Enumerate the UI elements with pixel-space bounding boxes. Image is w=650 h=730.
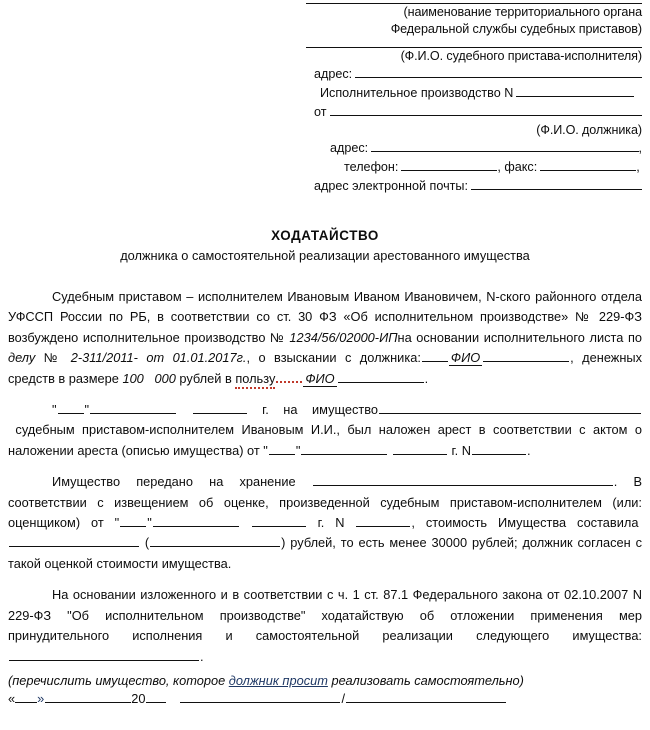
proceeding-date-label: от bbox=[314, 105, 327, 119]
p3-text-e: ) рублей, то есть менее 30000 рублей; должник согласен с такой оценкой стоимости имущества. bbox=[8, 535, 642, 571]
p1-text-a: Судебным приставом – исполнителем Ивановым Иваном Ивановичем, N-ского районного отдела УФССП России по РБ, в соответствии со ст. 30 ФЗ «Об исполнительном производстве» № 229-ФЗ возбуждено исполнительное производство № bbox=[8, 289, 642, 345]
debtor-address-field[interactable] bbox=[371, 139, 638, 152]
proceeding-date-row bbox=[306, 103, 642, 122]
p3-text-b: . В соответствии с извещением об оценке, произведенной судебным приставом-исполнителем (или: оценщиком) от " bbox=[8, 474, 642, 531]
signature-slash: / bbox=[341, 691, 346, 706]
footer-quote-close: » bbox=[37, 691, 45, 706]
debtor-fax-field[interactable] bbox=[540, 158, 636, 171]
signature-row bbox=[8, 691, 642, 706]
property-list-blank[interactable] bbox=[9, 649, 199, 661]
debtor-fio-blank-right[interactable] bbox=[483, 350, 569, 362]
seizure-month-blank[interactable] bbox=[90, 402, 176, 414]
debtor-phone-label: телефон: bbox=[344, 160, 399, 174]
bailiff-address-label: адрес: bbox=[314, 67, 353, 81]
debtor-phone-row bbox=[306, 158, 642, 177]
appraisal-day-blank[interactable] bbox=[120, 515, 146, 527]
document-body bbox=[8, 287, 642, 691]
p2-quote-close: " bbox=[84, 402, 90, 418]
p1-text-e: , денежных средств в размере bbox=[8, 350, 643, 386]
page-title: ХОДАТАЙСТВО bbox=[271, 228, 379, 243]
debtor-fio-value[interactable]: ФИО bbox=[450, 350, 481, 366]
p4-text-a: На основании изложенного и в соответствии с ч. 1 ст. 87.1 Федерального закона от 02.10.2007 N 229-ФЗ "Об исполнительном производстве" ходатайствую об отложении применения мер принудительного исполнения и самостоятельной реализации следующего имущества: bbox=[8, 587, 642, 644]
debtor-email-field[interactable] bbox=[471, 177, 642, 190]
debtor-email-label: адрес электронной почты: bbox=[314, 179, 468, 193]
property-value-blank[interactable] bbox=[9, 535, 139, 547]
custodian-blank[interactable] bbox=[313, 474, 613, 486]
property-value-words-blank[interactable] bbox=[150, 535, 280, 547]
signature-month-blank[interactable] bbox=[45, 691, 131, 703]
bailiff-caption: (Ф.И.О. судебного пристава-исполнителя) bbox=[400, 49, 642, 63]
p3-text-d: , стоимость Имущества составила bbox=[411, 515, 639, 531]
p2-quote-open: " bbox=[52, 402, 57, 418]
amount-part-1: 100 bbox=[122, 370, 144, 386]
act-number-blank[interactable] bbox=[472, 443, 526, 455]
paragraph-4 bbox=[8, 585, 642, 667]
seized-property-blank[interactable] bbox=[379, 402, 641, 414]
org-caption-line2: Федеральной службы судебных приставов) bbox=[390, 22, 642, 36]
header-spacer bbox=[306, 38, 642, 47]
org-caption-line1: (наименование территориального органа bbox=[403, 5, 642, 19]
p1-text-c: № bbox=[35, 350, 71, 366]
seizure-day-blank[interactable] bbox=[58, 402, 84, 414]
p1-text-b: на основании исполнительного листа по bbox=[397, 329, 642, 345]
header-requisites bbox=[306, 0, 642, 196]
debtor-caption: (Ф.И.О. должника) bbox=[536, 123, 642, 137]
debtor-requests-link[interactable]: должник просит bbox=[228, 672, 328, 688]
debtor-fax-label: , факс: bbox=[497, 160, 538, 174]
debtor-fio-blank-left[interactable] bbox=[422, 350, 448, 362]
note-text-a: (перечислить имущество, которое bbox=[8, 672, 229, 688]
p2-text-a: г. на имущество bbox=[262, 402, 379, 418]
p1-text-d: , о взыскании с должника: bbox=[246, 350, 421, 366]
page-subtitle: должника о самостоятельной реализации арестованного имущества bbox=[120, 248, 530, 263]
act-day-blank[interactable] bbox=[269, 443, 295, 455]
proceeding-number-label: Исполнительное производство N bbox=[320, 86, 514, 100]
p2-text-c: г. N bbox=[451, 442, 471, 458]
paragraph-2 bbox=[8, 400, 642, 461]
note-hint bbox=[8, 671, 642, 691]
signature-line[interactable] bbox=[180, 691, 340, 703]
paragraph-1 bbox=[8, 287, 642, 389]
p1-ot-word: от bbox=[146, 350, 165, 366]
act-year-blank[interactable] bbox=[393, 443, 447, 455]
p4-end-dot: . bbox=[200, 648, 204, 664]
delo-number-value: 2-311/2011- bbox=[70, 350, 138, 366]
p1-end-dot: . bbox=[424, 370, 429, 386]
p2-text-b: судебным приставом-исполнителем Ивановым И.И., был наложен арест в соответствии с актом о наложении ареста (описью имущества) от " bbox=[8, 422, 642, 458]
footer-quote-open: « bbox=[8, 691, 16, 706]
appraisal-month-blank[interactable] bbox=[153, 515, 239, 527]
proceeding-number-field[interactable] bbox=[516, 84, 634, 97]
p1-delo-word: делу bbox=[8, 350, 36, 366]
debtor-address-label: адрес: bbox=[330, 141, 369, 155]
bailiff-address-field[interactable] bbox=[355, 65, 642, 78]
seizure-year-blank[interactable] bbox=[193, 402, 247, 414]
act-month-blank[interactable] bbox=[301, 443, 387, 455]
note-text-b: реализовать самостоятельно) bbox=[327, 672, 524, 688]
delo-date-value: 01.01.2017г. bbox=[172, 350, 247, 366]
beneficiary-fio-value[interactable]: ФИО bbox=[305, 370, 335, 386]
p3-text-a: Имущество передано на хранение bbox=[52, 474, 296, 490]
debtor-phone-field[interactable] bbox=[401, 158, 497, 171]
signature-day-blank[interactable] bbox=[15, 691, 37, 703]
bailiff-address-row bbox=[306, 65, 642, 84]
p1-text-f: рублей в bbox=[179, 370, 236, 386]
proceeding-date-field[interactable] bbox=[330, 103, 643, 116]
title-block bbox=[8, 227, 642, 265]
signature-name-line[interactable] bbox=[346, 691, 506, 703]
p2-end-dot: . bbox=[526, 442, 531, 458]
proceeding-number-row bbox=[306, 84, 642, 103]
signature-year-prefix: 20 bbox=[131, 691, 146, 706]
debtor-address-comma: , bbox=[638, 141, 642, 155]
polzu-word-spellchecked: пользу bbox=[235, 371, 275, 389]
case-number-value: 1234/56/02000-ИП bbox=[289, 329, 398, 345]
beneficiary-blank-left[interactable] bbox=[276, 369, 302, 383]
p2-quote-close-2: " bbox=[295, 442, 301, 458]
debtor-email-row bbox=[306, 177, 642, 196]
debtor-fax-comma: , bbox=[636, 160, 640, 174]
p3-text-c: г. N bbox=[317, 515, 345, 531]
amount-part-2: 000 bbox=[154, 370, 176, 386]
appraisal-year-blank[interactable] bbox=[252, 515, 306, 527]
appraisal-number-blank[interactable] bbox=[356, 515, 410, 527]
paragraph-3: Имущество передано на хранение . В соответствии с извещением об оценке, произведенной судебным приставом-исполнителем (или: оценщиком) от " " г. N , стоимость Имущества составила ( ) рублей, то есть менее 30000 рублей; должник согласен с такой оценкой стоимости имущества. bbox=[8, 474, 642, 571]
debtor-address-row bbox=[306, 139, 642, 158]
signature-year-blank[interactable] bbox=[146, 691, 166, 703]
beneficiary-blank-right[interactable] bbox=[338, 371, 424, 383]
p3-quote-close: " bbox=[147, 515, 152, 531]
